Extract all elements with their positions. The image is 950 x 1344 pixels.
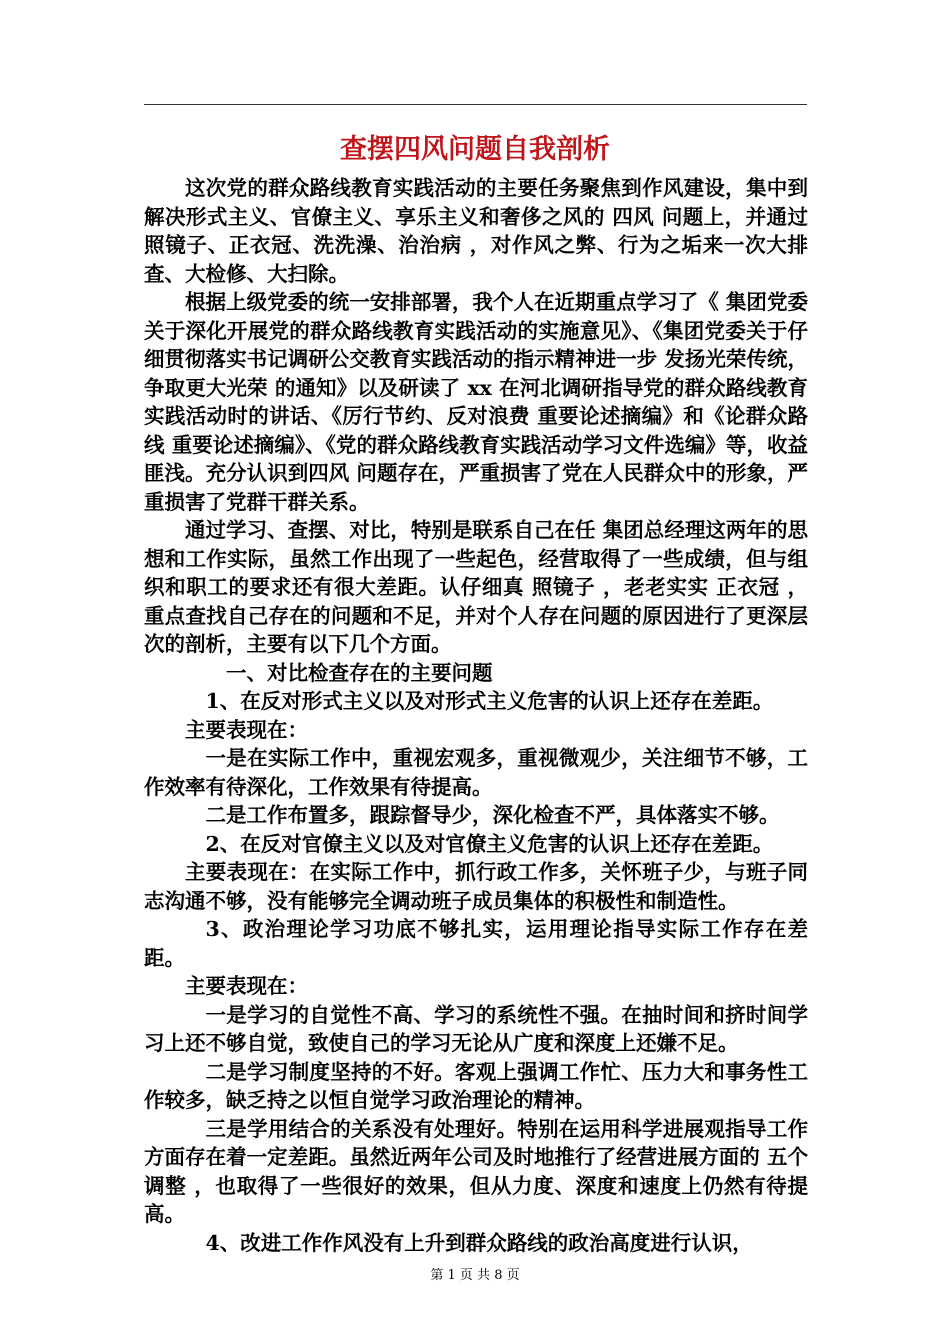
document-body (144, 174, 808, 1257)
paragraph: 主要表现在：在实际工作中，抓行政工作多，关怀班子少，与班子同志沟通不够，没有能够完全调动班子成员集体的积极性和制造性。 (144, 860, 808, 913)
paragraph: 二是工作布置多，跟踪督导少，深化检查不严，具体落实不够。 (205, 803, 780, 827)
header-rule (144, 104, 807, 105)
paragraph: 主要表现在： (185, 974, 308, 998)
paragraph: 4、改进工作作风没有上升到群众路线的政治高度进行认识， (205, 1230, 753, 1255)
page-footer: 第 1 页 共 8 页 (430, 1268, 520, 1283)
paragraph: 1、在反对形式主义以及对形式主义危害的认识上还存在差距。 (205, 689, 774, 713)
section-heading: 一、对比检查存在的主要问题 (226, 660, 493, 685)
paragraph: 根据上级党委的统一安排部署，我个人在近期重点学习了《 集团党委关于深化开展党的群众路线教育实践活动的实施意见》、《集团党委关于仔细贯彻落实书记调研公交教育实践活动的指示精神进一步 发扬光荣传统，争取更大光荣 的通知》以及研读了 xx 在河北调研指导党的群众路线教育实践活动时的讲话、《厉行节约、反对浪费 重要论述摘编》和《论群众路线 重要论述摘编》、《党的群众路线教育实践活动学习文件选编》等，收益匪浅。充分认识到四风 问题存在，严重损害了党在人民群众中的形象，严重损害了党群干群关系。 (144, 290, 808, 514)
paragraph: 三是学用结合的关系没有处理好。特别在运用科学进展观指导工作方面存在着一定差距。虽然近两年公司及时地推行了经营进展方面的 五个调整 ，也取得了一些很好的效果，但从力度、深度和速度上仍然有待提高。 (144, 1116, 808, 1226)
paragraph: 通过学习、查摆、对比，特别是联系自己在任 集团总经理这两年的思想和工作实际，虽然工作出现了一些起色，经营取得了一些成绩，但与组织和职工的要求还有很大差距。认仔细真 照镜子 ，老老实实 正衣冠 ，重点查找自己存在的问题和不足，并对个人存在问题的原因进行了更深层次的剖析，主要有以下几个方面。 (144, 518, 808, 656)
document-title: 查摆四风问题自我剖析 (340, 134, 610, 165)
paragraph: 这次党的群众路线教育实践活动的主要任务聚焦到作风建设，集中到解决形式主义、官僚主义、享乐主义和奢侈之风的 四风 问题上，并通过 照镜子、正衣冠、洗洗澡、治治病 ，对作风之弊、行为之垢来一次大排查、大检修、大扫除。 (144, 176, 808, 286)
paragraph: 主要表现在： (185, 717, 308, 742)
paragraph: 一是学习的自觉性不高、学习的系统性不强。在抽时间和挤时间学习上还不够自觉，致使自己的学习无论从广度和深度上还嫌不足。 (144, 1002, 808, 1055)
paragraph: 3、政治理论学习功底不够扎实，运用理论指导实际工作存在差距。 (144, 917, 808, 970)
paragraph: 一是在实际工作中，重视宏观多，重视微观少，关注细节不够，工作效率有待深化，工作效果有待提高。 (144, 746, 808, 799)
paragraph: 二是学习制度坚持的不好。客观上强调工作忙、压力大和事务性工作较多，缺乏持之以恒自觉学习政治理论的精神。 (144, 1059, 808, 1112)
paragraph: 2、在反对官僚主义以及对官僚主义危害的认识上还存在差距。 (205, 831, 774, 856)
